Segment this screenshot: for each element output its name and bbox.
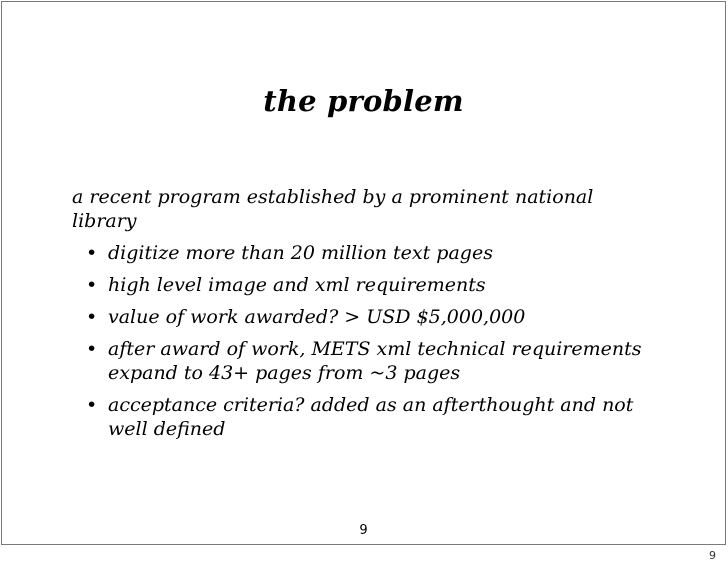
list-item-text: high level image and xml requirements: [108, 274, 486, 296]
slide: [1, 1, 726, 545]
slide-title: the problem: [263, 84, 464, 118]
list-item-text: digitize more than 20 million text pages: [108, 242, 493, 264]
bullet-icon: •: [86, 306, 98, 328]
intro-text: a recent program established by a prominent national library: [72, 186, 594, 232]
bullet-icon: •: [86, 274, 98, 296]
viewer-page-indicator: 9: [709, 549, 716, 562]
bullet-icon: •: [86, 394, 98, 416]
bullet-icon: •: [86, 242, 98, 264]
list-item-text: after award of work, METS xml technical requirements expand to 43+ pages from ~3 pages: [108, 338, 642, 384]
list-item: [86, 241, 672, 265]
list-item: [86, 273, 672, 297]
list-item-text: acceptance criteria? added as an afterthought and not well defined: [108, 394, 634, 440]
bullet-list: [72, 241, 672, 441]
slide-page-number: 9: [359, 523, 368, 538]
list-item: [86, 305, 672, 329]
bullet-icon: •: [86, 338, 98, 360]
list-item-text: value of work awarded? > USD $5,000,000: [108, 306, 526, 328]
slide-body: [72, 185, 672, 449]
list-item: [86, 393, 672, 441]
list-item: [86, 337, 672, 385]
